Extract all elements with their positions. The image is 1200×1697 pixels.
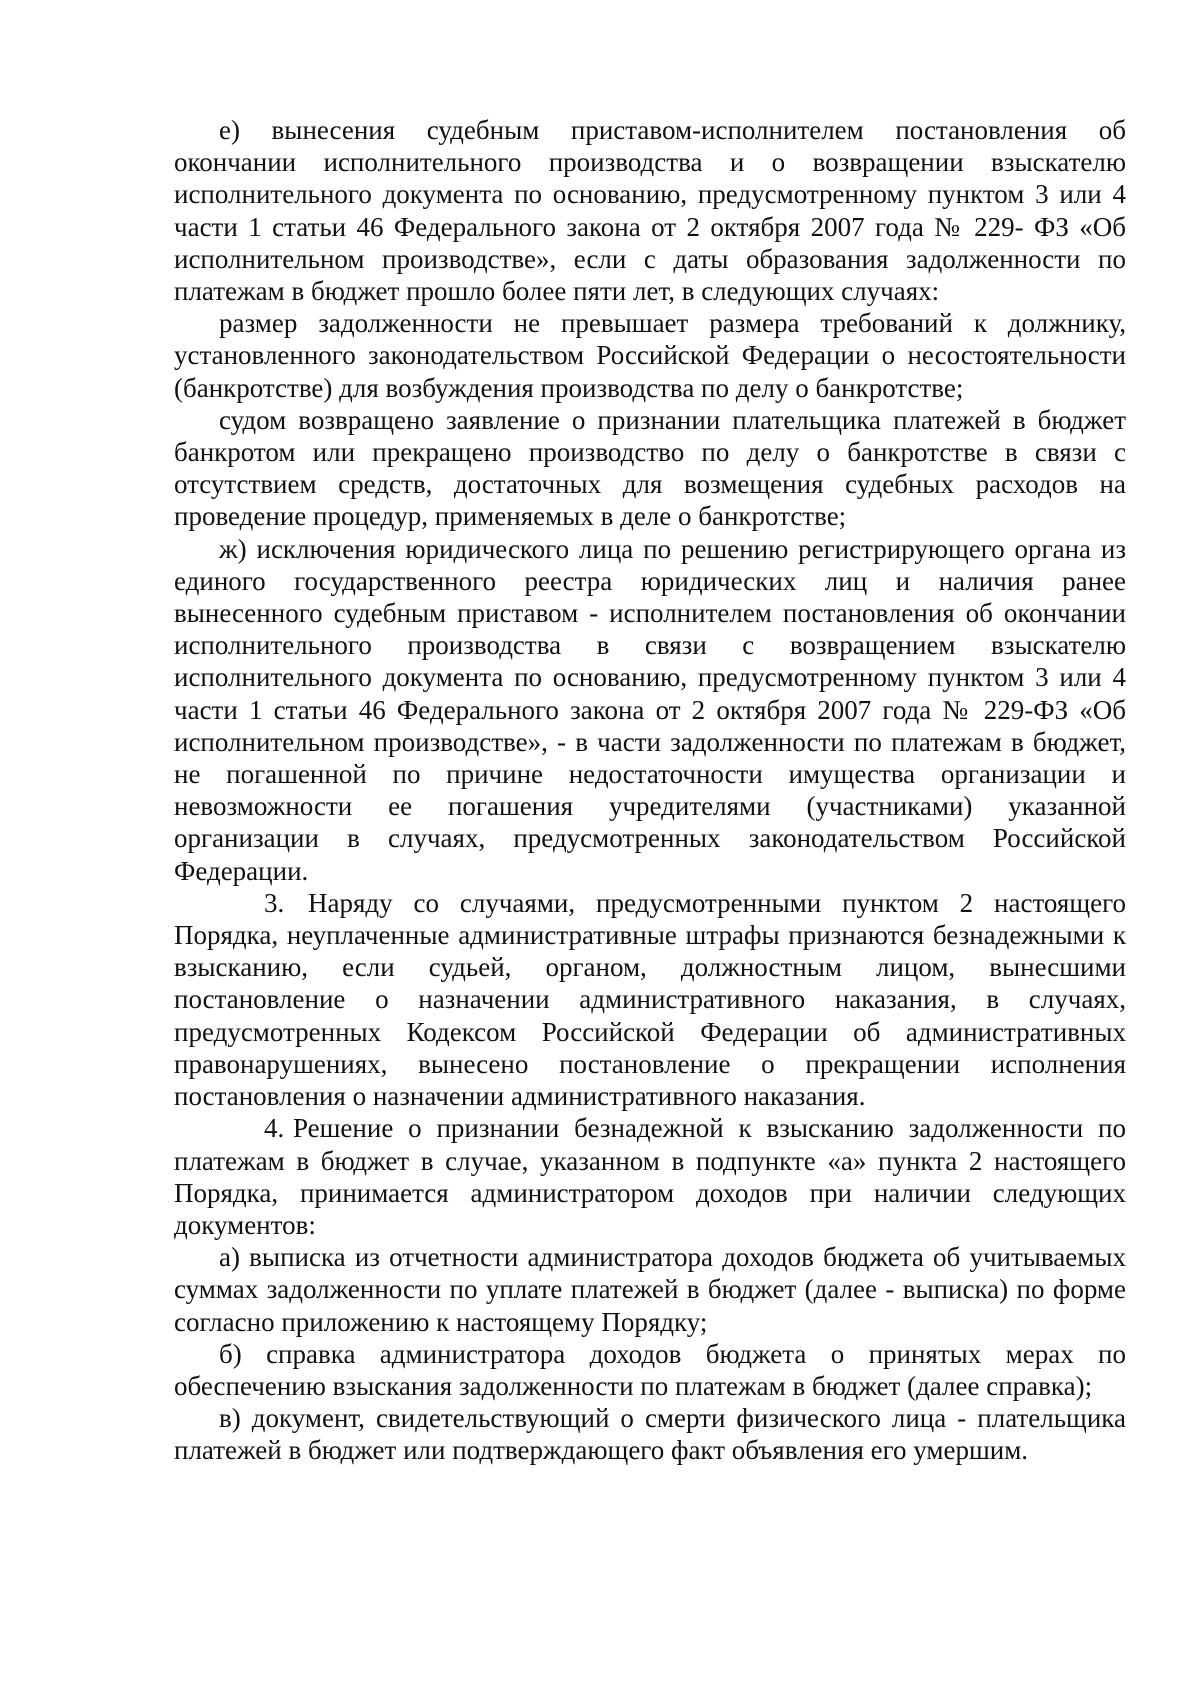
item-v: в) документ, свидетельствующий о смерти физического лица - плательщика платежей в бюджет или подтверждающего факт объявления его умершим. bbox=[174, 1403, 1126, 1466]
item-b: б) справка администратора доходов бюджета о принятых мерах по обеспечению взыскания задолженности по платежам в бюджет (далее справка); bbox=[174, 1338, 1126, 1401]
section-4-text: Решение о признании безнадежной к взысканию задолженности по платежам в бюджет в случае, указанном в подпункте «а» пункта 2 настоящего Порядка, принимается администратором доходов при наличии следующих документов: bbox=[174, 1113, 1126, 1240]
paragraph-court-returned: судом возвращено заявление о признании плательщика платежей в бюджет банкротом или прекращено производство по делу о банкротстве в связи с отсутствием средств, достаточных для возмещения судебных расходов на проведение процедур, применяемых в деле о банкротстве; bbox=[174, 404, 1126, 532]
document-page bbox=[174, 114, 1126, 1467]
section-4-number: 4. bbox=[264, 1113, 285, 1144]
section-3-text: Наряду со случаями, предусмотренными пунктом 2 настоящего Порядка, неуплаченные административные штрафы признаются безнадежными к взысканию, если судьей, органом, должностным лицом, вынесшими постановление о назначении административного наказания, в случаях, предусмотренных Кодексом Российской Федерации об административных правонарушениях, вынесено постановление о прекращении исполнения постановления о назначении административного наказания. bbox=[174, 887, 1126, 1112]
section-3-number: 3. bbox=[264, 887, 285, 918]
section-4 bbox=[174, 1112, 1126, 1241]
paragraph-e: е) вынесения судебным приставом-исполнителем постановления об окончании исполнительного производства и о возвращении взыскателю исполнительного документа по основанию, предусмотренному пунктом 3 или 4 части 1 статьи 46 Федерального закона от 2 октября 2007 года № 229- ФЗ «Об исполнительном производстве», если с даты образования задолженности по платежам в бюджет прошло более пяти лет, в следующих случаях: bbox=[174, 115, 1126, 307]
paragraph-debt-size: размер задолженности не превышает размера требований к должнику, установленного законодательством Российской Федерации о несостоятельности (банкротстве) для возбуждения производства по делу о банкротстве; bbox=[174, 308, 1126, 403]
section-3 bbox=[174, 887, 1126, 1112]
item-a: а) выписка из отчетности администратора доходов бюджета об учитываемых суммах задолженности по уплате платежей в бюджет (далее - выписка) по форме согласно приложению к настоящему Порядку; bbox=[174, 1242, 1126, 1337]
paragraph-zh: ж) исключения юридического лица по решению регистрирующего органа из единого государственного реестра юридических лиц и наличия ранее вынесенного судебным приставом - исполнителем постановления об окончании исполнительного производства в связи с возвращением взыскателю исполнительного документа по основанию, предусмотренному пунктом 3 или 4 части 1 статьи 46 Федерального закона от 2 октября 2007 года № 229-ФЗ «Об исполнительном производстве», - в части задолженности по платежам в бюджет, не погашенной по причине недостаточности имущества организации и невозможности ее погашения учредителями (участниками) указанной организации в случаях, предусмотренных законодательством Российской Федерации. bbox=[174, 533, 1126, 886]
